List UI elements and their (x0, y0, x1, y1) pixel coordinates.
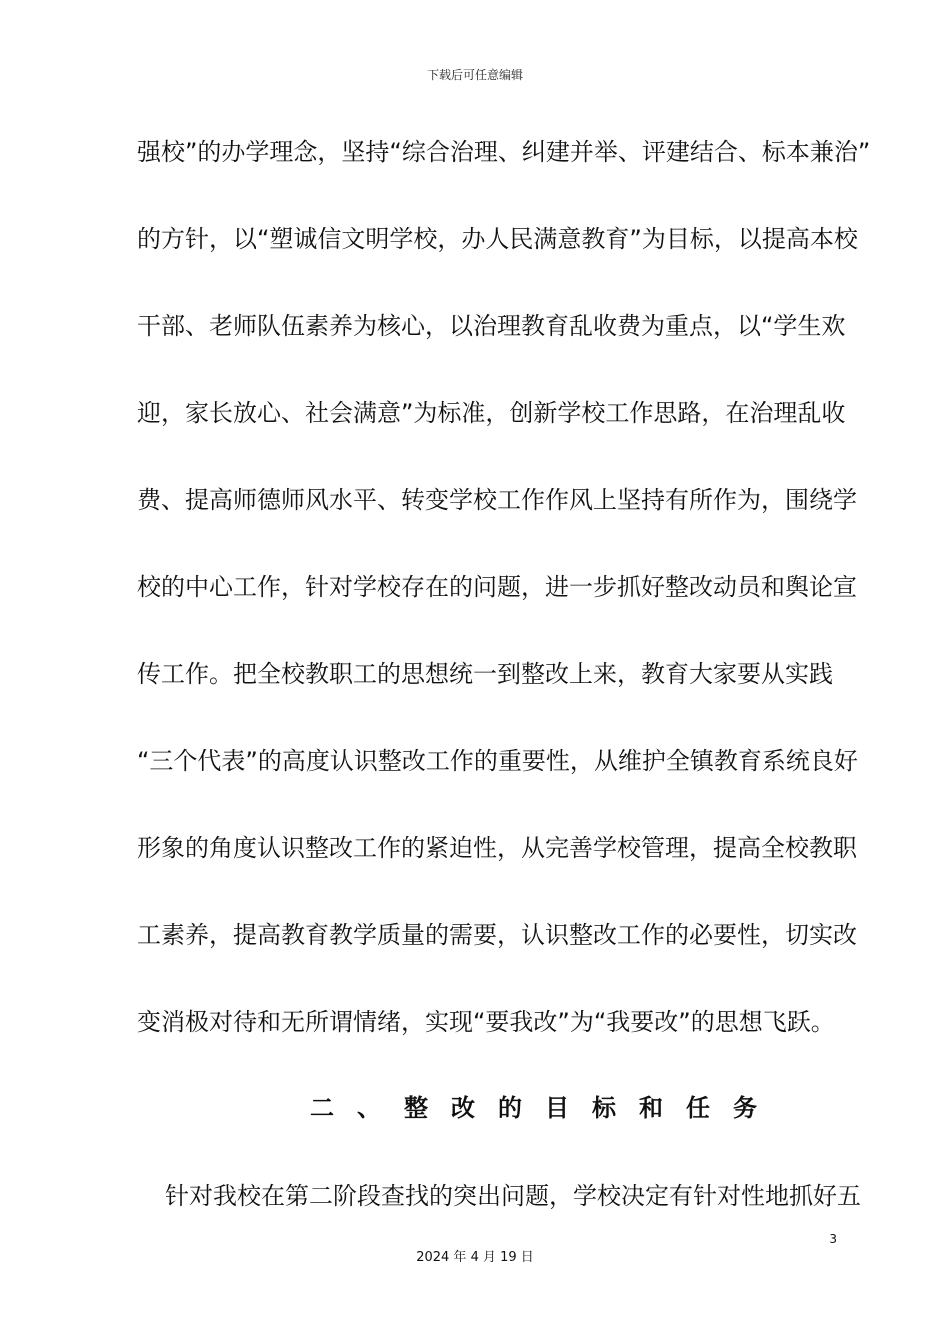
paragraph-line: “三个代表”的高度认识整改工作的重要性，从维护全镇教育系统良好 (137, 747, 858, 775)
paragraph-line: 形象的角度认识整改工作的紧迫性，从完善学校管理，提高全校教职 (137, 834, 857, 862)
paragraph-line: 变消极对待和无所谓情绪，实现“要我改”为“我要改”的思想飞跃。 (137, 1008, 835, 1036)
paragraph-line: 传工作。把全校教职工的思想统一到整改上来，教育大家要从实践 (137, 660, 833, 688)
paragraph-line: 干部、老师队伍素养为核心，以治理教育乱收费为重点，以“学生欢 (137, 312, 846, 340)
paragraph-line: 费、提高师德师风水平、转变学校工作作风上坚持有所作为，围绕学 (137, 486, 857, 514)
page-number: 3 (829, 1232, 837, 1246)
footer-date: 2024 年 4 月 19 日 (416, 1250, 534, 1265)
section-heading: 二、整改的目标和任务 (310, 1094, 780, 1122)
paragraph-line: 的方针，以“塑诚信文明学校，办人民满意教育”为目标，以提高本校 (137, 225, 858, 253)
page-header: 下载后可任意编辑 (426, 68, 523, 82)
paragraph-line: 工素养，提高教育教学质量的需要，认识整改工作的必要性，切实改 (137, 921, 857, 949)
paragraph-line: 迎，家长放心、社会满意”为标准，创新学校工作思路，在治理乱收 (137, 399, 846, 427)
paragraph-line: 针对我校在第二阶段查找的突出问题，学校决定有针对性地抓好五 (165, 1182, 861, 1210)
paragraph-line: 强校”的办学理念，坚持“综合治理、纠建并举、评建结合、标本兼治” (137, 138, 871, 166)
paragraph-line: 校的中心工作，针对学校存在的问题，进一步抓好整改动员和舆论宣 (137, 573, 857, 601)
